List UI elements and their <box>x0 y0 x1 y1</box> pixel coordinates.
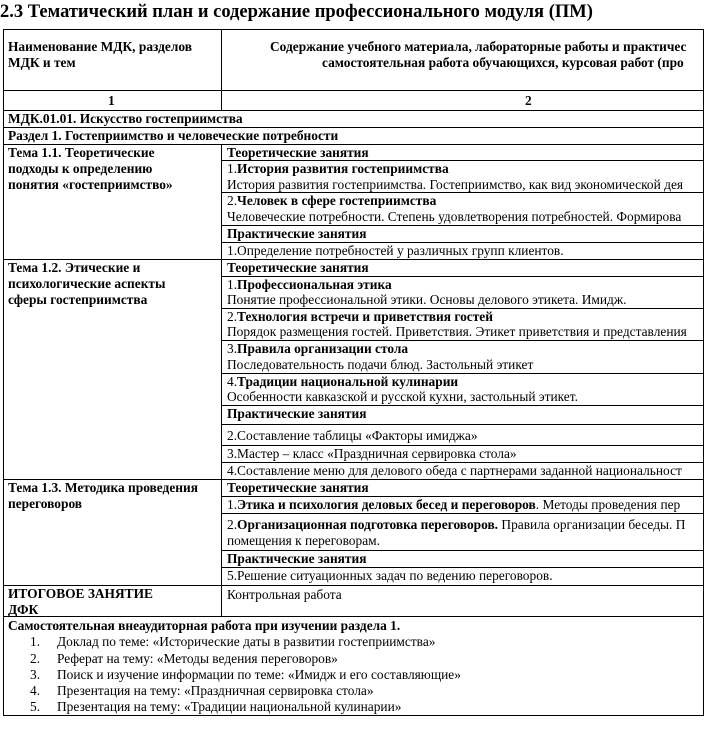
topic3-item1-heading <box>227 497 680 513</box>
topic3-item2-line2: помещения к переговорам. <box>227 533 380 548</box>
topic3-theory-label: Теоретические занятия <box>227 480 369 495</box>
topic1-item1-heading <box>227 161 449 177</box>
topic3-item1-title: Этика и психология деловых бесед и переговоров <box>237 497 536 512</box>
list-item-num: 2. <box>30 651 41 666</box>
topic1-theory-label: Теоретические занятия <box>227 145 369 160</box>
topic1-name-line1: Тема 1.1. Теоретические <box>8 145 155 160</box>
hline-t3-item1 <box>221 513 704 514</box>
topic3-practice-label: Практические занятия <box>227 551 367 566</box>
header-col1-line2: МДК и тем <box>8 55 76 70</box>
selfwork-title: Самостоятельная внеаудиторная работа при изучении раздела 1. <box>8 618 401 633</box>
topic1-practice-1: 1.Определение потребностей у различных групп клиентов. <box>227 243 564 258</box>
topic3-practice-5: 5.Решение ситуационных задач по ведению переговоров. <box>227 568 553 583</box>
topic1-item1-title: История развития гостеприимства <box>237 161 449 176</box>
list-item-num: 5. <box>30 699 41 714</box>
topic2-practice-2: 2.Составление таблицы «Факторы имиджа» <box>227 428 478 443</box>
topic2-item4-desc: Особенности кавказской и русской кухни, застольный этикет. <box>227 389 578 404</box>
topic1-name-line2: подходы к определению <box>8 161 153 176</box>
list-item <box>30 651 40 667</box>
topic3-name-line2: переговоров <box>8 496 83 511</box>
list-item <box>30 699 40 715</box>
topic1-name-line3: понятия «гостеприимство» <box>8 177 173 192</box>
topic2-item1-desc: Понятие профессиональной этики. Основы делового этикета. Имидж. <box>227 292 627 307</box>
column-divider-header <box>221 29 222 110</box>
topic3-item2-num: 2. <box>227 517 238 532</box>
final-content: Контрольная работа <box>227 587 342 602</box>
topic1-practice-label: Практические занятия <box>227 226 367 241</box>
topic2-practice-label: Практические занятия <box>227 406 367 421</box>
list-item <box>30 634 40 650</box>
topic2-item2-heading <box>227 309 493 325</box>
topic3-item1-num: 1. <box>227 497 238 512</box>
header-num-2: 2 <box>525 93 532 108</box>
header-col2-line2: самостоятельная работа обучающихся, курсовая работ (про <box>322 55 684 70</box>
hline-header-bottom <box>3 90 704 91</box>
list-item-num: 4. <box>30 683 41 698</box>
mdk-title: МДК.01.01. Искусство гостеприимства <box>8 111 243 126</box>
topic1-item1-desc: История развития гостеприимства. Гостеприимство, как вид экономической дея <box>227 177 684 192</box>
list-item-num: 1. <box>30 634 41 649</box>
list-item-text: Реферат на тему: «Методы ведения переговоров» <box>57 651 338 666</box>
final-name-line2: ДФК <box>8 602 39 617</box>
topic2-practice-3: 3.Мастер – класс «Праздничная сервировка стола» <box>227 446 517 461</box>
topic2-item2-desc: Порядок размещения гостей. Приветствия. Этикет приветствия и представления <box>227 324 687 339</box>
topic2-item4-title: Традиции национальной кулинарии <box>237 374 459 389</box>
topic2-name-line1: Тема 1.2. Этические и <box>8 260 141 275</box>
section-title: Раздел 1. Гостеприимство и человеческие потребности <box>8 128 339 143</box>
topic2-item4-heading <box>227 374 458 390</box>
topic2-item4-num: 4. <box>227 374 238 389</box>
topic3-item1-tail: . Методы проведения пер <box>535 497 681 512</box>
topic2-practice-4: 4.Составление меню для делового обеда с партнерами заданной национальност <box>227 463 682 478</box>
topic1-item2-num: 2. <box>227 193 238 208</box>
page-title: 2.3 Тематический план и содержание профессионального модуля (ПМ) <box>0 2 593 22</box>
list-item-text: Презентация на тему: «Праздничная сервировка стола» <box>57 683 374 698</box>
topic3-name-line1: Тема 1.3. Методика проведения <box>8 480 198 495</box>
list-item-text: Поиск и изучение информации по теме: «Имидж и его составляющие» <box>57 667 461 682</box>
list-item-text: Доклад по теме: «Исторические даты в развитии гостеприимства» <box>57 634 436 649</box>
topic2-item1-num: 1. <box>227 277 238 292</box>
topic3-item2-title: Организационная подготовка переговоров. <box>237 517 499 532</box>
final-name-line1: ИТОГОВОЕ ЗАНЯТИЕ <box>8 586 153 601</box>
topic2-item2-num: 2. <box>227 309 238 324</box>
topic1-item1-num: 1. <box>227 161 238 176</box>
topic3-item2-heading <box>227 517 685 533</box>
header-col1-line1: Наименование МДК, разделов <box>8 39 192 54</box>
topic2-item3-title: Правила организации стола <box>237 341 409 356</box>
header-col2-line1: Содержание учебного материала, лабораторные работы и практичес <box>270 39 687 54</box>
topic2-item3-heading <box>227 341 408 357</box>
topic2-name-line3: сферы гостеприимства <box>8 292 148 307</box>
hline-final-bottom <box>3 616 704 617</box>
list-item <box>30 667 40 683</box>
hline-t2-practice <box>221 424 704 425</box>
topic3-item2-tail: Правила организации беседы. П <box>498 517 686 532</box>
column-divider-body <box>221 144 222 616</box>
topic2-item1-title: Профессиональная этика <box>237 277 392 292</box>
hline-table-bottom <box>3 715 704 716</box>
topic2-item3-num: 3. <box>227 341 238 356</box>
topic1-item2-title: Человек в сфере гостеприимства <box>237 193 437 208</box>
topic1-item2-heading <box>227 193 436 209</box>
topic2-theory-label: Теоретические занятия <box>227 260 369 275</box>
topic2-item2-title: Технология встречи и приветствия гостей <box>237 309 493 324</box>
hline-top <box>3 29 704 30</box>
topic2-item3-desc: Последовательность подачи блюд. Застольный этикет <box>227 357 534 372</box>
topic1-item2-desc: Человеческие потребности. Степень удовлетворения потребностей. Формирова <box>227 209 682 224</box>
table-border-left <box>3 29 4 716</box>
list-item-num: 3. <box>30 667 41 682</box>
header-num-1: 1 <box>108 93 115 108</box>
topic2-name-line2: психологические аспекты <box>8 276 166 291</box>
list-item-text: Презентация на тему: «Традиции национальной кулинарии» <box>57 699 402 714</box>
list-item <box>30 683 40 699</box>
topic2-item1-heading <box>227 277 392 293</box>
